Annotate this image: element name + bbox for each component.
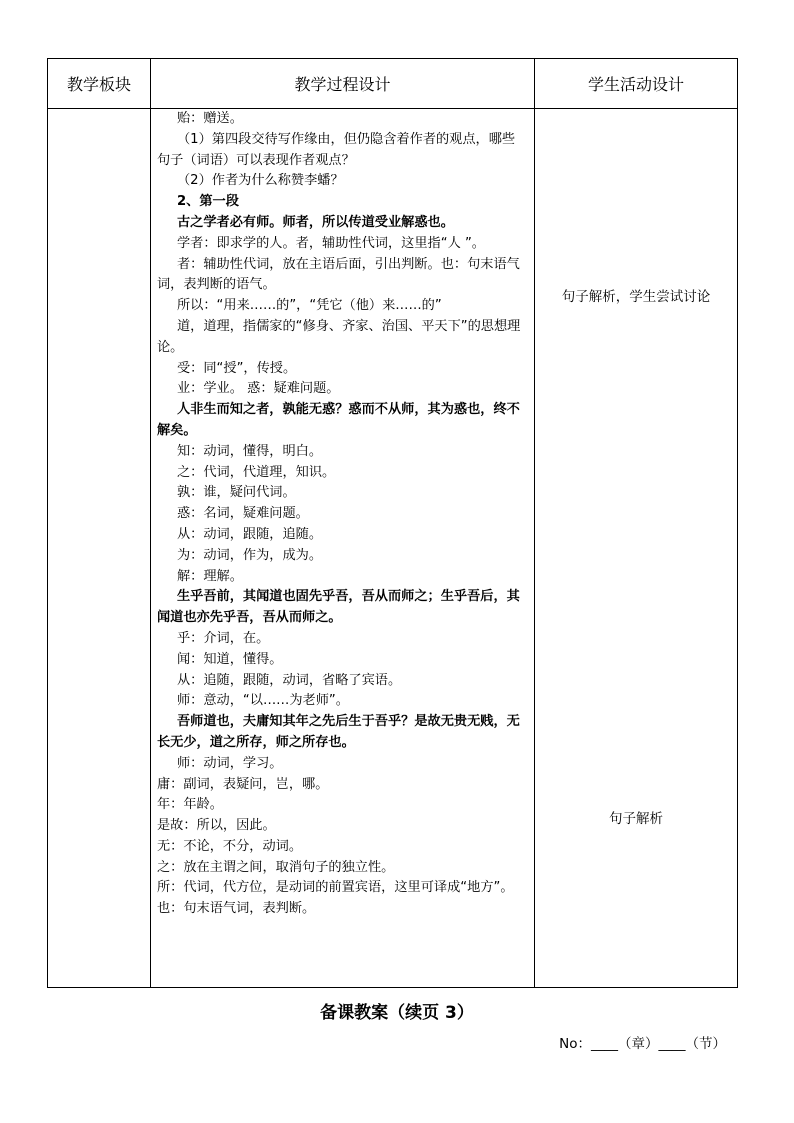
process-line: 业：学业。 惑：疑难问题。: [177, 381, 340, 397]
header-teaching-section: 教学板块: [48, 59, 151, 109]
teaching-section-cell: [48, 109, 151, 988]
process-line: 道，道理，指儒家的“修身、齐家、治国、平天下”的思想理论。: [157, 318, 521, 355]
chapter-section-number: No：____（章）____（节）: [559, 1036, 726, 1052]
student-activity-cell: [535, 109, 738, 988]
process-line: 师：动词，学习。: [177, 755, 283, 771]
process-line: 也：句末语气词，表判断。: [157, 901, 316, 917]
process-line: 为：动词，作为，成为。: [177, 547, 323, 563]
process-line: 2、第一段: [177, 194, 239, 210]
process-line: 所以：“用来……的”，“凭它（他）来……的”: [177, 298, 442, 314]
process-line: 无：不论，不分，动词。: [157, 838, 303, 854]
process-line: 解：理解。: [177, 568, 243, 584]
process-design-cell: [151, 109, 535, 988]
process-line: （1）第四段交待写作缘由，但仍隐含着作者的观点，哪些句子（词语）可以表现作者观点？: [157, 131, 516, 168]
process-line: 学者：即求学的人。者，辅助性代词，这里指“人 ”。: [177, 235, 485, 251]
process-line: 吾师道也，夫庸知其年之先后生于吾乎？是故无贵无贱，无长无少，道之所存，师之所存也。: [157, 714, 520, 750]
process-line: 是故：所以，因此。: [157, 818, 276, 834]
table-header-row: [48, 59, 738, 109]
activity-note: 句子解析，学生尝试讨论: [561, 289, 711, 305]
table-body-row: [48, 109, 738, 988]
process-line: 生乎吾前，其闻道也固先乎吾，吾从而师之；生乎吾后，其闻道也亦先乎吾，吾从而师之。: [157, 589, 520, 626]
activity-note: 句子解析: [609, 811, 663, 827]
process-line: 人非生而知之者，孰能无惑？惑而不从师，其为惑也，终不解矣。: [157, 402, 520, 438]
process-line: 者：辅助性代词，放在主语后面，引出判断。也：句末语气词，表判断的语气。: [157, 256, 520, 293]
process-line: 古之学者必有师。师者，所以传道受业解惑也。: [177, 214, 454, 230]
header-process-design: 教学过程设计: [151, 59, 535, 109]
process-line: 师：意动，“以……为老师”。: [177, 693, 349, 709]
process-line: 贻：赠送。: [177, 111, 243, 126]
process-line: 之：代词，代道理，知识。: [177, 464, 336, 480]
process-line: 闻：知道，懂得。: [177, 651, 283, 667]
process-line: （2）作者为什么称赞李蟠？: [177, 173, 344, 189]
process-line: 乎：介词，在。: [177, 630, 270, 646]
process-line: 庸：副词，表疑问，岂，哪。: [157, 776, 329, 792]
process-line: 孰：谁，疑问代词。: [177, 485, 296, 501]
process-line: 之：放在主谓之间，取消句子的独立性。: [157, 859, 395, 875]
process-line: 从：追随，跟随，动词，省略了宾语。: [177, 672, 402, 688]
process-line: 从：动词，跟随，追随。: [177, 526, 323, 542]
lesson-plan-table: [47, 58, 738, 988]
process-line: 惑：名词，疑难问题。: [177, 506, 309, 522]
process-line: 所：代词，代方位，是动词的前置宾语，这里可译成“地方”。: [157, 880, 514, 896]
header-student-activity: 学生活动设计: [535, 59, 738, 109]
process-line: 受：同“授”，传授。: [177, 360, 297, 376]
process-lines: [157, 109, 526, 920]
process-line: 年：年龄。: [157, 797, 223, 813]
page-title: 备课教案（续页 3）: [320, 1003, 474, 1023]
process-line: 知：动词，懂得，明白。: [177, 443, 323, 459]
